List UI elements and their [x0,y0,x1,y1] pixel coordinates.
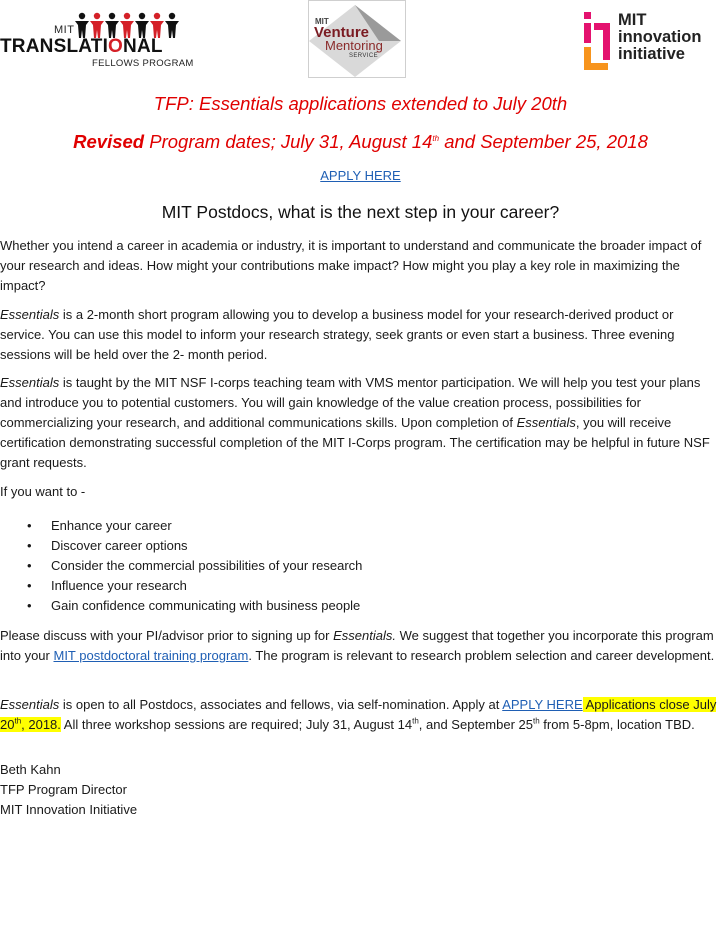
page-title: MIT Postdocs, what is the next step in your career? [161,202,560,222]
teaching-team-paragraph: Essentials is taught by the MIT NSF I-corps teaching team with VMS mentor participation. We will help you test your plans and introduce you to potential customers. You will gain knowledge of the value creation process, possibilities for commercializing your research, and additional communications skills. Upon completion of Essentials, you will receive certification demonstrating successful completion of the MIT I-Corps program. The certification may be helpful in future NSF grant requests. [0,375,710,470]
mii-logo-wordmark: MIT innovation initiative [618,11,702,63]
deadline-highlight: Applications close July 20th, 2018. [0,697,717,732]
list-item: • Gain confidence communicating with business people [27,598,361,613]
apply-here-link[interactable]: APPLY HERE [320,168,401,183]
people-chain-icon [74,12,184,38]
list-item: • Enhance your career [27,518,172,533]
eligibility-paragraph: Essentials is open to all Postdocs, associates and fellows, via self-nomination. Apply at APPLY HERE Applications close July 20th, 2018. All three workshop sessions are required; July 31, August 14th, and September 25th from 5-8pm, location TBD. [0,697,717,732]
vms-logo-mit: MIT [315,17,329,26]
apply-here-inline-link[interactable]: APPLY HERE [502,697,583,712]
if-you-want-to: If you want to - [0,484,86,499]
tfp-logo-mit: MIT [54,24,75,36]
vms-logo [308,0,406,78]
list-item: • Consider the commercial possibilities of your research [27,558,363,573]
list-item: • Influence your research [27,578,187,593]
mii-mark-icon [582,12,622,70]
tfp-logo-wordmark: TRANSLATIONAL [0,36,163,57]
intro-paragraph: Whether you intend a career in academia or industry, it is important to understand and communicate the broader impact of your research and ideas. How might your contributions make impact? How might you play a key role in maximizing the impact? [0,238,702,293]
headline: TFP: Essentials applications extended to July 20th [153,93,568,114]
revised-dates-heading: Revised Program dates; July 31, August 14th and September 25, 2018 [73,131,648,152]
signature-org: MIT Innovation Initiative [0,802,138,817]
signature-name: Beth Kahn [0,762,61,777]
apply-here-row [0,168,721,183]
program-description-paragraph: Essentials is a 2-month short program allowing you to develop a business model for your research-derived product or service. You can use this model to inform your research strategy, seek grants or even start a business. Three evening sessions will be held over the 2- month period. [0,307,675,362]
list-item: • Discover career options [27,538,188,553]
vms-logo-service: SERVICE [349,53,379,59]
mii-logo [582,12,721,70]
postdoctoral-training-link[interactable]: MIT postdoctoral training program [53,648,249,663]
signature-title: TFP Program Director [0,782,127,797]
tfp-logo [0,12,196,72]
benefits-list [0,516,700,616]
signature-block [0,760,718,820]
vms-logo-venture: Venture [314,24,370,41]
advisor-paragraph: Please discuss with your PI/advisor prior to signing up for Essentials. We suggest that together you incorporate this program into your MIT postdoctoral training program. The program is relevant to research problem selection and career development. [0,628,715,663]
tfp-logo-subtitle: FELLOWS PROGRAM [92,58,194,69]
vms-logo-mentoring: Mentoring [325,38,383,53]
